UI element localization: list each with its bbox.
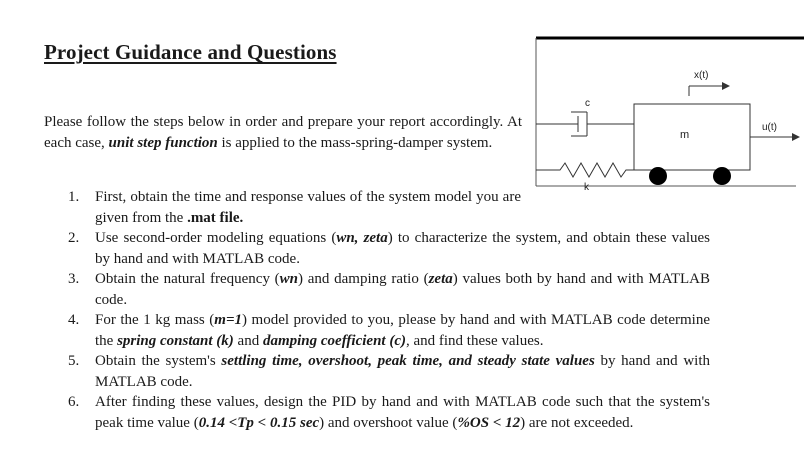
- item-number: 6.: [68, 394, 80, 410]
- list-item: [44, 310, 710, 351]
- item-text: ) values both by hand and with MATLAB code.: [95, 271, 710, 308]
- item-text: ) and damping ratio (: [298, 271, 429, 287]
- list-item: [44, 269, 710, 310]
- intro-paragraph: [44, 112, 522, 154]
- item-text: For the 1 kg mass (: [95, 312, 215, 328]
- item-bold: %OS < 12: [457, 414, 521, 431]
- item-text: , and find these values.: [405, 332, 544, 349]
- list-item: [44, 392, 710, 433]
- item-bold: zeta: [428, 271, 453, 287]
- item-text: ) are not exceeded.: [520, 414, 634, 431]
- item-text: and: [233, 332, 263, 349]
- list-item: [44, 351, 710, 392]
- force-label: u(t): [762, 122, 777, 133]
- item-bold: 0.14 <Tp < 0.15 sec: [198, 414, 320, 431]
- spring: [536, 163, 634, 177]
- list-item: [44, 228, 710, 269]
- displacement-label: x(t): [694, 70, 709, 81]
- item-text: Obtain the system's: [95, 353, 222, 369]
- intro-text-start: Please follow the steps below in order and prepare your report accordingly. At each case,: [44, 114, 522, 151]
- damper-label: c: [585, 98, 590, 109]
- item-bold: wn, zeta: [336, 230, 388, 246]
- wheel-left: [649, 167, 667, 185]
- item-text: Obtain the natural frequency (: [95, 271, 280, 287]
- item-bold: wn: [279, 271, 299, 287]
- item-text: ) and overshoot value (: [319, 414, 458, 431]
- page-title: Project Guidance and Questions: [44, 40, 337, 64]
- mass-label: m: [680, 129, 690, 141]
- item-number: 1.: [68, 189, 80, 205]
- list-item: [44, 187, 521, 228]
- item-number: 4.: [68, 312, 80, 328]
- item-text: Use second-order modeling equations (: [95, 230, 337, 246]
- spring-label: k: [584, 182, 589, 193]
- item-bold: spring constant (k): [117, 332, 234, 349]
- item-text: by hand and with MATLAB code.: [95, 353, 711, 390]
- item-text: ) model provided to you, please by hand and with MATLAB code determine the: [95, 312, 710, 349]
- mass-block: [634, 104, 750, 170]
- item-number: 3.: [68, 271, 80, 287]
- item-text: First, obtain the time and response values of the system model you are given from the: [95, 189, 521, 226]
- steps-list: [44, 187, 710, 433]
- item-number: 2.: [68, 230, 80, 246]
- displacement-arrowhead: [722, 82, 730, 90]
- item-text: After finding these values, design the PID by hand and with MATLAB code such that the system's peak time value (: [95, 394, 710, 431]
- item-bold: .mat file.: [187, 209, 244, 226]
- force-arrowhead: [792, 133, 800, 141]
- item-text: ) to characterize the system, and obtain these values by hand and with MATLAB code.: [95, 230, 710, 267]
- item-bold: damping coefficient (c): [262, 332, 406, 349]
- wheel-right: [713, 167, 731, 185]
- intro-emphasis: unit step function: [108, 135, 218, 151]
- damper: [536, 112, 634, 136]
- item-bold: m=1: [214, 312, 243, 328]
- intro-text-end: is applied to the mass-spring-damper system.: [217, 135, 493, 151]
- mass-spring-damper-diagram: [534, 36, 804, 196]
- item-number: 5.: [68, 353, 80, 369]
- item-bold: settling time, overshoot, peak time, and steady state values: [221, 353, 595, 369]
